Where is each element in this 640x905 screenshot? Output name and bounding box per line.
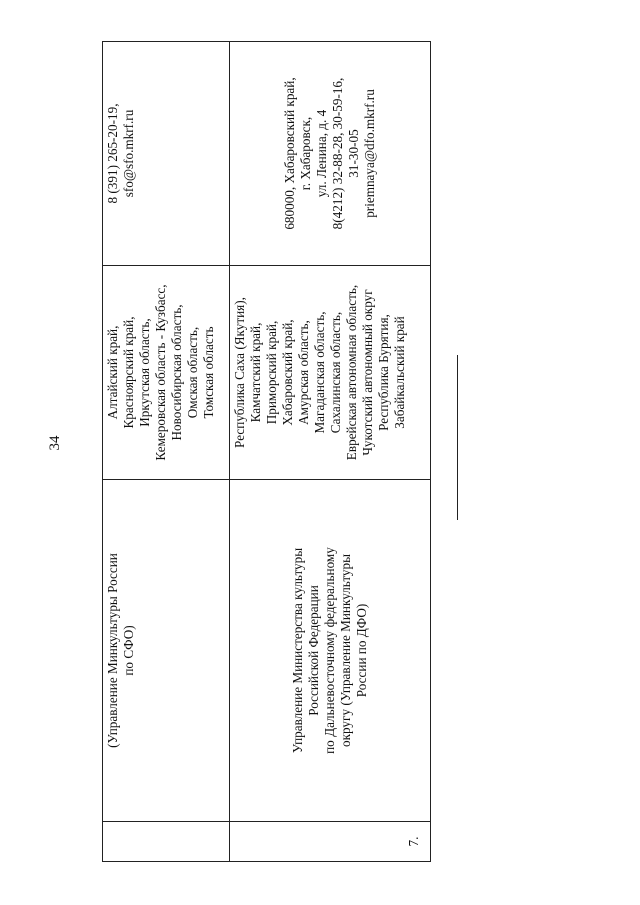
row-number-cell: 7. <box>230 822 431 862</box>
row-number-cell <box>103 822 230 862</box>
contacts-table <box>102 41 431 862</box>
rotated-table-container <box>102 42 421 862</box>
organization-cell: Управление Министерства культуры Российской Федерации по Дальневосточному федеральному округу (Управление Минкультуры России по ДФО) <box>230 480 431 822</box>
regions-cell: Алтайский край, Красноярский край, Иркутская область, Кемеровская область - Кузбасс, Новосибирская область, Омская область, Томская область <box>103 266 230 480</box>
page-number: 34 <box>47 435 63 451</box>
end-separator-line <box>457 355 458 520</box>
contacts-cell: 680000, Хабаровский край, г. Хабаровск, ул. Ленина, д. 4 8(4212) 32-88-28, 30-59-16, 31-30-05 priemnaya@dfo.mkrf.ru <box>230 42 431 266</box>
table-row <box>230 42 431 862</box>
regions-cell: Республика Саха (Якутия), Камчатский край, Приморский край, Хабаровский край, Амурская область, Магаданская область, Сахалинская область, Еврейская автономная область, Чукотский автономный округ Республика Бурятия, Забайкальский край <box>230 266 431 480</box>
organization-cell: (Управление Минкультуры России по СФО) <box>103 480 230 822</box>
table-row <box>103 42 230 862</box>
contacts-cell: 8 (391) 265-20-19, sfo@sfo.mkrf.ru <box>103 42 230 266</box>
